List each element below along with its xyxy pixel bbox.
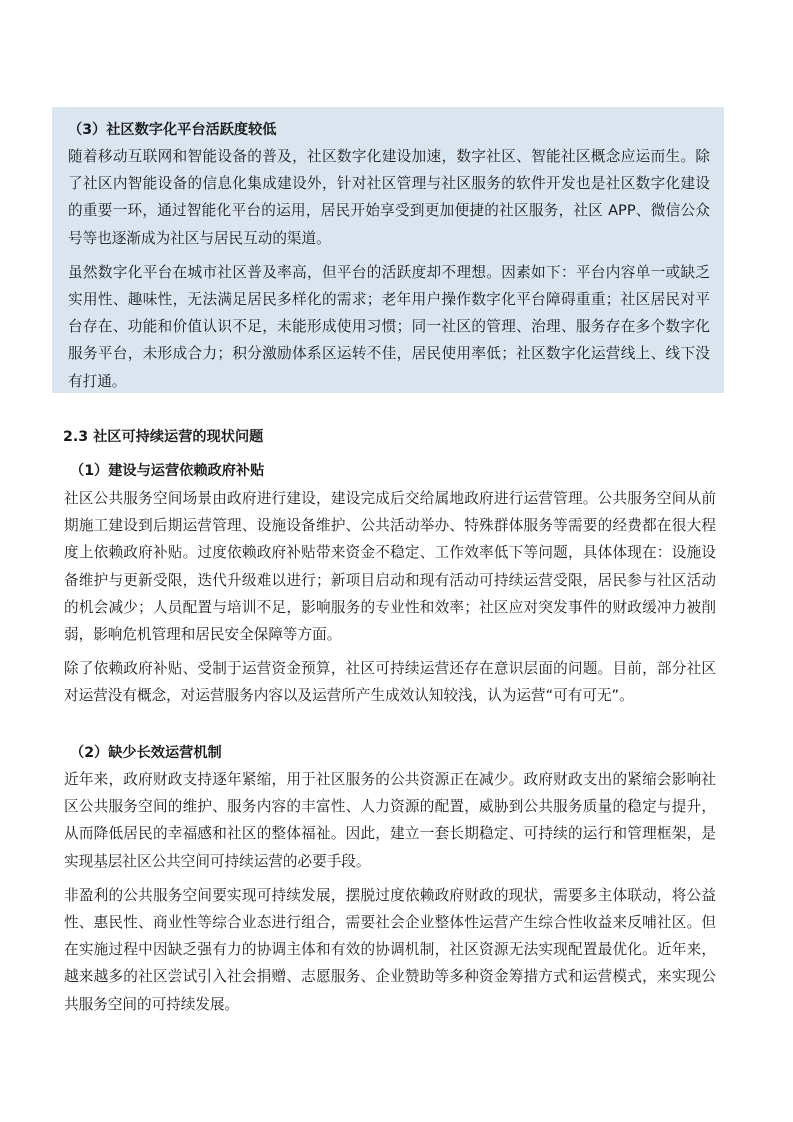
subsection-1-heading: （1）建设与运营依赖政府补贴 bbox=[70, 463, 265, 479]
subsection-2-paragraph-2: 非盈利的公共服务空间要实现可持续发展，摆脱过度依赖政府财政的现状，需要多主体联动，将公益性、惠民性、商业性等综合业态进行组合，需要社会企业整体性运营产生综合性收益来反哺社区。但在实施过程中因缺乏强有力的协调主体和有效的协调机制，社区资源无法实现配置最优化。近年来，越来越多的社区尝试引入社会捐赠、志愿服务、企业赞助等多种资金筹措方式和运营模式，来实现公共服务空间的可持续发展。 bbox=[64, 886, 716, 1013]
subsection-1-paragraph-2: 除了依赖政府补贴、受制于运营资金预算，社区可持续运营还存在意识层面的问题。目前，部分社区对运营没有概念，对运营服务内容以及运营所产生成效认知较浅，认为运营“可有可无”。 bbox=[64, 660, 716, 705]
subsection-2-paragraph-1: 近年来，政府财政支持逐年紧缩，用于社区服务的公共资源正在减少。政府财政支出的紧缩会影响社区公共服务空间的维护、服务内容的丰富性、人力资源的配置，威胁到公共服务质量的稳定与提升，从而降低居民的幸福感和社区的整体福祉。因此，建立一套长期稳定、可持续的运行和管理框架，是实现基层社区公共空间可持续运营的必要手段。 bbox=[64, 771, 716, 870]
subsection-1-paragraph-1: 社区公共服务空间场景由政府进行建设，建设完成后交给属地政府进行运营管理。公共服务空间从前期施工建设到后期运营管理、设施设备维护、公共活动举办、特殊群体服务等需要的经费都在很大程度上依赖政府补贴。过度依赖政府补贴带来资金不稳定、工作效率低下等问题，具体体现在：设施设备维护与更新受限，迭代升级难以进行；新项目启动和现有活动可持续运营受限，居民参与社区活动的机会减少；人员配置与培训不足，影响服务的专业性和效率；社区应对突发事件的财政缓冲力被削弱，影响危机管理和居民安全保障等方面。 bbox=[64, 490, 716, 644]
callout-paragraph-2: 虽然数字化平台在城市社区普及率高，但平台的活跃度却不理想。因素如下：平台内容单一或缺乏实用性、趣味性，无法满足居民多样化的需求；老年用户操作数字化平台障碍重重；社区居民对平台存在、功能和价值认识不足，未能形成使用习惯；同一社区的管理、治理、服务存在多个数字化服务平台，未形成合力；积分激励体系区运转不佳，居民使用率低；社区数字化运营线上、线下没有打通。 bbox=[68, 263, 710, 390]
subsection-2-heading: （2）缺少长效运营机制 bbox=[70, 745, 222, 761]
subsection-2 bbox=[64, 740, 716, 1018]
section-title: 2.3 社区可持续运营的现状问题 bbox=[63, 429, 264, 445]
highlight-callout-box bbox=[52, 107, 724, 393]
subsection-1 bbox=[64, 458, 716, 710]
callout-heading: （3）社区数字化平台活跃度较低 bbox=[68, 122, 277, 138]
callout-paragraph-1: 随着移动互联网和智能设备的普及，社区数字化建设加速，数字社区、智能社区概念应运而生。除了社区内智能设备的信息化集成建设外，针对社区管理与社区服务的软件开发也是社区数字化建设的重要一环，通过智能化平台的运用，居民开始享受到更加便捷的社区服务，社区 APP、微信公众号等也逐渐成为社区与居民互动的渠道。 bbox=[68, 148, 710, 247]
